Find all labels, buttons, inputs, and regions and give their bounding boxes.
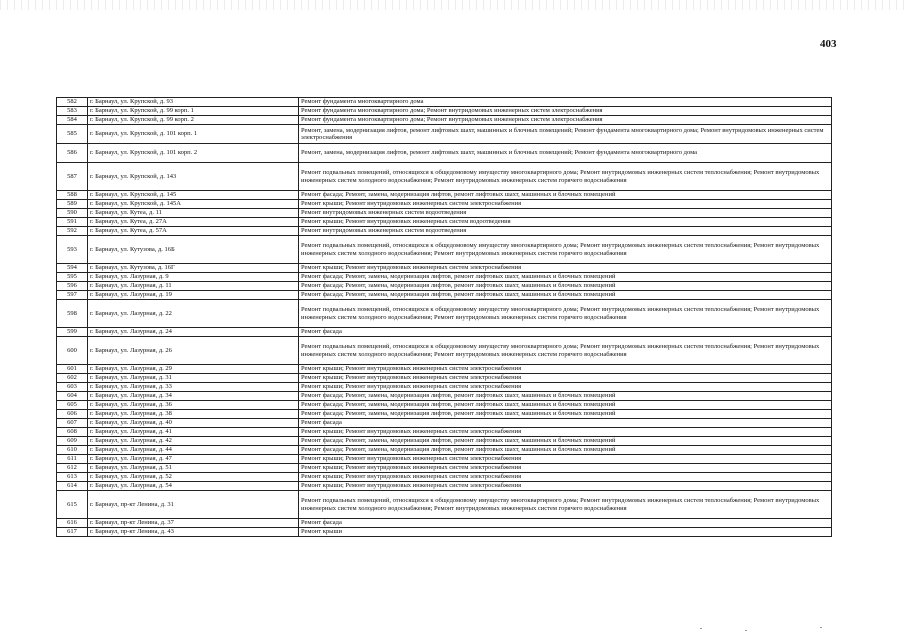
address-cell: г. Барнаул, пр-кт Ленина, д. 37 xyxy=(88,519,299,528)
address-cell: г. Барнаул, ул. Лазурная, д. 33 xyxy=(88,383,299,392)
table-row xyxy=(57,209,832,218)
table-row xyxy=(57,273,832,282)
row-number-cell: 606 xyxy=(57,410,88,419)
row-number-cell: 605 xyxy=(57,401,88,410)
address-cell: г. Барнаул, ул. Крупской, д. 145А xyxy=(88,200,299,209)
table-row xyxy=(57,419,832,428)
work-type-cell: Ремонт крыши; Ремонт внутридомовых инженерных систем электроснабжения xyxy=(299,464,832,473)
table-row xyxy=(57,282,832,291)
row-number-cell: 586 xyxy=(57,144,88,163)
row-number-cell: 593 xyxy=(57,236,88,264)
work-type-cell: Ремонт крыши; Ремонт внутридомовых инженерных систем водоотведения xyxy=(299,218,832,227)
table-row xyxy=(57,337,832,365)
address-cell: г. Барнаул, ул. Лазурная, д. 38 xyxy=(88,410,299,419)
address-cell: г. Барнаул, ул. Лазурная, д. 52 xyxy=(88,473,299,482)
row-number-cell: 589 xyxy=(57,200,88,209)
row-number-cell: 592 xyxy=(57,227,88,236)
row-number-cell: 585 xyxy=(57,125,88,144)
table-row xyxy=(57,107,832,116)
address-cell: г. Барнаул, ул. Лазурная, д. 36 xyxy=(88,401,299,410)
address-cell: г. Барнаул, ул. Лазурная, д. 34 xyxy=(88,392,299,401)
row-number-cell: 604 xyxy=(57,392,88,401)
work-type-cell: Ремонт, замена, модернизация лифтов, ремонт лифтовых шахт, машинных и блочных помещений; Ремонт фундамента многоквартирного дома xyxy=(299,144,832,163)
address-cell: г. Барнаул, ул. Крупской, д. 93 xyxy=(88,98,299,107)
table-row xyxy=(57,455,832,464)
work-type-cell: Ремонт внутридомовых инженерных систем водоотведения xyxy=(299,209,832,218)
row-number-cell: 591 xyxy=(57,218,88,227)
work-type-cell: Ремонт подвальных помещений, относящихся к общедомовому имуществу многоквартирного дома; Ремонт внутридомовых инженерных систем теплоснабжения; Ремонт внутридомовых инженерных систем холодного водоснабжения; Ремонт внутридомовых инженерных систем горячего водоснабжения xyxy=(299,163,832,191)
address-cell: г. Барнаул, ул. Лазурная, д. 29 xyxy=(88,365,299,374)
table-row xyxy=(57,401,832,410)
address-cell: г. Барнаул, ул. Лазурная, д. 31 xyxy=(88,374,299,383)
address-cell: г. Барнаул, ул. Лазурная, д. 54 xyxy=(88,482,299,491)
address-cell: г. Барнаул, ул. Кутеа, д. 57А xyxy=(88,227,299,236)
row-number-cell: 615 xyxy=(57,491,88,519)
table-row xyxy=(57,264,832,273)
table-row xyxy=(57,116,832,125)
scan-speck xyxy=(820,627,822,628)
row-number-cell: 584 xyxy=(57,116,88,125)
row-number-cell: 588 xyxy=(57,191,88,200)
address-cell: г. Барнаул, ул. Лазурная, д. 41 xyxy=(88,428,299,437)
table-row xyxy=(57,300,832,328)
table-row xyxy=(57,437,832,446)
work-type-cell: Ремонт фасада; Ремонт, замена, модернизация лифтов, ремонт лифтовых шахт, машинных и блочных помещений xyxy=(299,437,832,446)
row-number-cell: 587 xyxy=(57,163,88,191)
work-type-cell: Ремонт фасада; Ремонт, замена, модернизация лифтов, ремонт лифтовых шахт, машинных и блочных помещений xyxy=(299,291,832,300)
address-cell: г. Барнаул, ул. Лазурная, д. 19 xyxy=(88,291,299,300)
row-number-cell: 608 xyxy=(57,428,88,437)
address-cell: г. Барнаул, ул. Крупской, д. 101 корп. 1 xyxy=(88,125,299,144)
table-row xyxy=(57,365,832,374)
address-cell: г. Барнаул, ул. Крупской, д. 143 xyxy=(88,163,299,191)
table-row xyxy=(57,473,832,482)
table-row xyxy=(57,464,832,473)
row-number-cell: 602 xyxy=(57,374,88,383)
address-cell: г. Барнаул, ул. Крупской, д. 101 корп. 2 xyxy=(88,144,299,163)
row-number-cell: 616 xyxy=(57,519,88,528)
work-type-cell: Ремонт внутридомовых инженерных систем водоотведения xyxy=(299,227,832,236)
row-number-cell: 611 xyxy=(57,455,88,464)
row-number-cell: 595 xyxy=(57,273,88,282)
address-cell: г. Барнаул, ул. Кутеа, д. 27А xyxy=(88,218,299,227)
table-row xyxy=(57,291,832,300)
work-type-cell: Ремонт фасада; Ремонт, замена, модернизация лифтов, ремонт лифтовых шахт, машинных и блочных помещений xyxy=(299,401,832,410)
table-row xyxy=(57,428,832,437)
work-type-cell: Ремонт крыши xyxy=(299,528,832,537)
table-row xyxy=(57,383,832,392)
work-type-cell: Ремонт фасада; Ремонт, замена, модернизация лифтов, ремонт лифтовых шахт, машинных и блочных помещений xyxy=(299,282,832,291)
table-row xyxy=(57,410,832,419)
row-number-cell: 600 xyxy=(57,337,88,365)
address-cell: г. Барнаул, ул. Лазурная, д. 26 xyxy=(88,337,299,365)
row-number-cell: 582 xyxy=(57,98,88,107)
work-type-cell: Ремонт фасада xyxy=(299,519,832,528)
address-cell: г. Барнаул, ул. Лазурная, д. 22 xyxy=(88,300,299,328)
work-type-cell: Ремонт крыши; Ремонт внутридомовых инженерных систем электроснабжения xyxy=(299,455,832,464)
scan-speck xyxy=(700,628,702,629)
work-type-cell: Ремонт крыши; Ремонт внутридомовых инженерных систем электроснабжения xyxy=(299,200,832,209)
address-cell: г. Барнаул, ул. Лазурная, д. 40 xyxy=(88,419,299,428)
address-cell: г. Барнаул, ул. Кутузова, д. 16Г xyxy=(88,264,299,273)
work-type-cell: Ремонт фасада xyxy=(299,328,832,337)
work-type-cell: Ремонт фасада; Ремонт, замена, модернизация лифтов, ремонт лифтовых шахт, машинных и блочных помещений xyxy=(299,392,832,401)
address-cell: г. Барнаул, ул. Кутеа, д. 11 xyxy=(88,209,299,218)
address-cell: г. Барнаул, ул. Лазурная, д. 51 xyxy=(88,464,299,473)
repair-register-table xyxy=(56,97,832,537)
table-row xyxy=(57,125,832,144)
work-type-cell: Ремонт подвальных помещений, относящихся к общедомовому имуществу многоквартирного дома; Ремонт внутридомовых инженерных систем теплоснабжения; Ремонт внутридомовых инженерных систем холодного водоснабжения; Ремонт внутридомовых инженерных систем горячего водоснабжения xyxy=(299,236,832,264)
address-cell: г. Барнаул, ул. Лазурная, д. 11 xyxy=(88,282,299,291)
table-row xyxy=(57,328,832,337)
work-type-cell: Ремонт подвальных помещений, относящихся к общедомовому имуществу многоквартирного дома; Ремонт внутридомовых инженерных систем теплоснабжения; Ремонт внутридомовых инженерных систем холодного водоснабжения; Ремонт внутридомовых инженерных систем горячего водоснабжения xyxy=(299,337,832,365)
table-row xyxy=(57,519,832,528)
table-row xyxy=(57,191,832,200)
address-cell: г. Барнаул, пр-кт Ленина, д. 43 xyxy=(88,528,299,537)
address-cell: г. Барнаул, пр-кт Ленина, д. 31 xyxy=(88,491,299,519)
row-number-cell: 613 xyxy=(57,473,88,482)
row-number-cell: 601 xyxy=(57,365,88,374)
table-row xyxy=(57,374,832,383)
work-type-cell: Ремонт, замена, модернизация лифтов, ремонт лифтовых шахт, машинных и блочных помещений; Ремонт фундамента многоквартирного дома; Ремонт внутридомовых инженерных систем электроснабжения xyxy=(299,125,832,144)
work-type-cell: Ремонт фундамента многоквартирного дома; Ремонт внутридомовых инженерных систем электроснабжения xyxy=(299,116,832,125)
work-type-cell: Ремонт фасада; Ремонт, замена, модернизация лифтов, ремонт лифтовых шахт, машинных и блочных помещений xyxy=(299,191,832,200)
page-number: 403 xyxy=(820,38,837,50)
address-cell: г. Барнаул, ул. Лазурная, д. 24 xyxy=(88,328,299,337)
table-row xyxy=(57,446,832,455)
work-type-cell: Ремонт крыши; Ремонт внутридомовых инженерных систем электроснабжения xyxy=(299,428,832,437)
address-cell: г. Барнаул, ул. Крупской, д. 99 корп. 2 xyxy=(88,116,299,125)
row-number-cell: 610 xyxy=(57,446,88,455)
work-type-cell: Ремонт подвальных помещений, относящихся к общедомовому имуществу многоквартирного дома; Ремонт внутридомовых инженерных систем теплоснабжения; Ремонт внутридомовых инженерных систем холодного водоснабжения; Ремонт внутридомовых инженерных систем горячего водоснабжения xyxy=(299,491,832,519)
work-type-cell: Ремонт крыши; Ремонт внутридомовых инженерных систем электроснабжения xyxy=(299,482,832,491)
address-cell: г. Барнаул, ул. Кутузова, д. 16Б xyxy=(88,236,299,264)
address-cell: г. Барнаул, ул. Лазурная, д. 44 xyxy=(88,446,299,455)
address-cell: г. Барнаул, ул. Лазурная, д. 42 xyxy=(88,437,299,446)
row-number-cell: 607 xyxy=(57,419,88,428)
work-type-cell: Ремонт фасада; Ремонт, замена, модернизация лифтов, ремонт лифтовых шахт, машинных и блочных помещений xyxy=(299,410,832,419)
table-body xyxy=(57,98,832,537)
work-type-cell: Ремонт крыши; Ремонт внутридомовых инженерных систем электроснабжения xyxy=(299,264,832,273)
row-number-cell: 598 xyxy=(57,300,88,328)
row-number-cell: 596 xyxy=(57,282,88,291)
row-number-cell: 612 xyxy=(57,464,88,473)
table-row xyxy=(57,163,832,191)
row-number-cell: 594 xyxy=(57,264,88,273)
table-row xyxy=(57,482,832,491)
row-number-cell: 590 xyxy=(57,209,88,218)
work-type-cell: Ремонт фасада; Ремонт, замена, модернизация лифтов, ремонт лифтовых шахт, машинных и блочных помещений xyxy=(299,446,832,455)
work-type-cell: Ремонт крыши; Ремонт внутридомовых инженерных систем электроснабжения xyxy=(299,473,832,482)
table-row xyxy=(57,144,832,163)
table-row xyxy=(57,528,832,537)
scan-noise-strip xyxy=(0,0,905,10)
row-number-cell: 599 xyxy=(57,328,88,337)
work-type-cell: Ремонт крыши; Ремонт внутридомовых инженерных систем электроснабжения xyxy=(299,383,832,392)
row-number-cell: 597 xyxy=(57,291,88,300)
row-number-cell: 603 xyxy=(57,383,88,392)
address-cell: г. Барнаул, ул. Крупской, д. 145 xyxy=(88,191,299,200)
table-row xyxy=(57,236,832,264)
work-type-cell: Ремонт фасада xyxy=(299,419,832,428)
address-cell: г. Барнаул, ул. Лазурная, д. 47 xyxy=(88,455,299,464)
address-cell: г. Барнаул, ул. Крупской, д. 99 корп. 1 xyxy=(88,107,299,116)
row-number-cell: 614 xyxy=(57,482,88,491)
work-type-cell: Ремонт фасада; Ремонт, замена, модернизация лифтов, ремонт лифтовых шахт, машинных и блочных помещений xyxy=(299,273,832,282)
table-row xyxy=(57,227,832,236)
row-number-cell: 617 xyxy=(57,528,88,537)
work-type-cell: Ремонт фундамента многоквартирного дома xyxy=(299,98,832,107)
row-number-cell: 583 xyxy=(57,107,88,116)
work-type-cell: Ремонт подвальных помещений, относящихся к общедомовому имуществу многоквартирного дома; Ремонт внутридомовых инженерных систем теплоснабжения; Ремонт внутридомовых инженерных систем холодного водоснабжения; Ремонт внутридомовых инженерных систем горячего водоснабжения xyxy=(299,300,832,328)
table-row xyxy=(57,491,832,519)
table-row xyxy=(57,98,832,107)
row-number-cell: 609 xyxy=(57,437,88,446)
table-row xyxy=(57,218,832,227)
address-cell: г. Барнаул, ул. Лазурная, д. 9 xyxy=(88,273,299,282)
scan-speck xyxy=(745,630,747,631)
table-row xyxy=(57,200,832,209)
work-type-cell: Ремонт фундамента многоквартирного дома; Ремонт внутридомовых инженерных систем электроснабжения xyxy=(299,107,832,116)
table-row xyxy=(57,392,832,401)
work-type-cell: Ремонт крыши; Ремонт внутридомовых инженерных систем электроснабжения xyxy=(299,365,832,374)
work-type-cell: Ремонт крыши; Ремонт внутридомовых инженерных систем электроснабжения xyxy=(299,374,832,383)
